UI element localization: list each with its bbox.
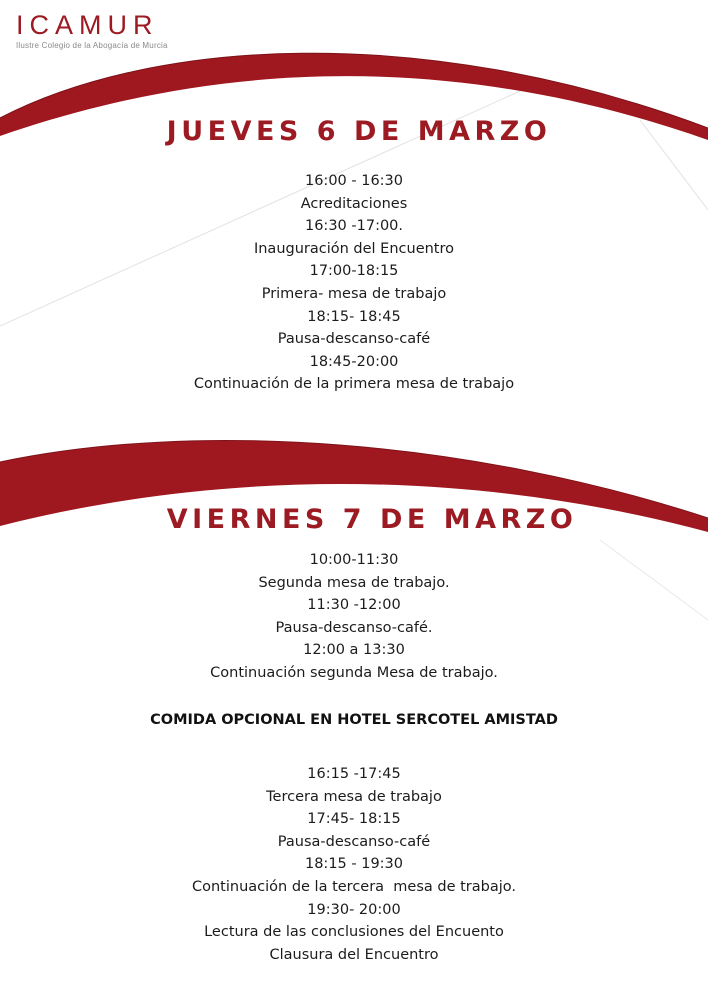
schedule-line: 12:00 a 13:30	[303, 642, 405, 659]
schedule-line: Clausura del Encuentro	[269, 946, 439, 963]
day2-heading: VIERNES 7 DE MARZO	[166, 504, 578, 535]
schedule-line: Pausa-descanso-café	[277, 331, 431, 348]
schedule-line: Inauguración del Encuentro	[253, 240, 455, 257]
logo-title: ICAMUR	[16, 10, 159, 40]
schedule-line: 17:00-18:15	[309, 263, 399, 280]
schedule-line: 16:15 -17:45	[307, 766, 401, 782]
logo-subtitle: Ilustre Colegio de la Abogacía de Murcia	[16, 41, 168, 50]
schedule-line: 16:30 -17:00.	[304, 218, 404, 235]
schedule-line: Acreditaciones	[300, 195, 408, 212]
schedule-line: Continuación de la tercera mesa de trabajo.	[191, 878, 516, 895]
schedule-line: 18:45-20:00	[309, 353, 399, 370]
schedule-line: Lectura de las conclusiones del Encuento	[204, 924, 504, 941]
schedule-line: 17:45- 18:15	[307, 811, 401, 828]
day2-afternoon-schedule	[0, 763, 708, 966]
schedule-line: 19:30- 20:00	[307, 901, 401, 918]
schedule-line: 18:15- 18:45	[307, 308, 401, 325]
schedule-line: Continuación de la primera mesa de trabajo	[193, 376, 515, 393]
schedule-line: Pausa-descanso-café.	[275, 619, 433, 636]
schedule-line: Continuación segunda Mesa de trabajo.	[210, 664, 498, 681]
icamur-logo	[16, 10, 168, 50]
day2-morning-schedule	[0, 549, 708, 685]
schedule-line: 16:00 - 16:30	[304, 173, 404, 189]
schedule-line: 10:00-11:30	[309, 552, 399, 568]
schedule-line: Segunda mesa de trabajo.	[258, 574, 450, 591]
schedule-line: Tercera mesa de trabajo	[266, 788, 442, 805]
day1-heading: JUEVES 6 DE MARZO	[166, 116, 552, 147]
day1-schedule	[0, 170, 708, 396]
schedule-line: Primera- mesa de trabajo	[261, 285, 447, 302]
schedule-line: 18:15 - 19:30	[304, 856, 404, 873]
schedule-line: 11:30 -12:00	[307, 597, 401, 614]
lunch-note: COMIDA OPCIONAL EN HOTEL SERCOTEL AMISTAD	[150, 712, 558, 728]
schedule-line: Pausa-descanso-café	[277, 833, 431, 850]
